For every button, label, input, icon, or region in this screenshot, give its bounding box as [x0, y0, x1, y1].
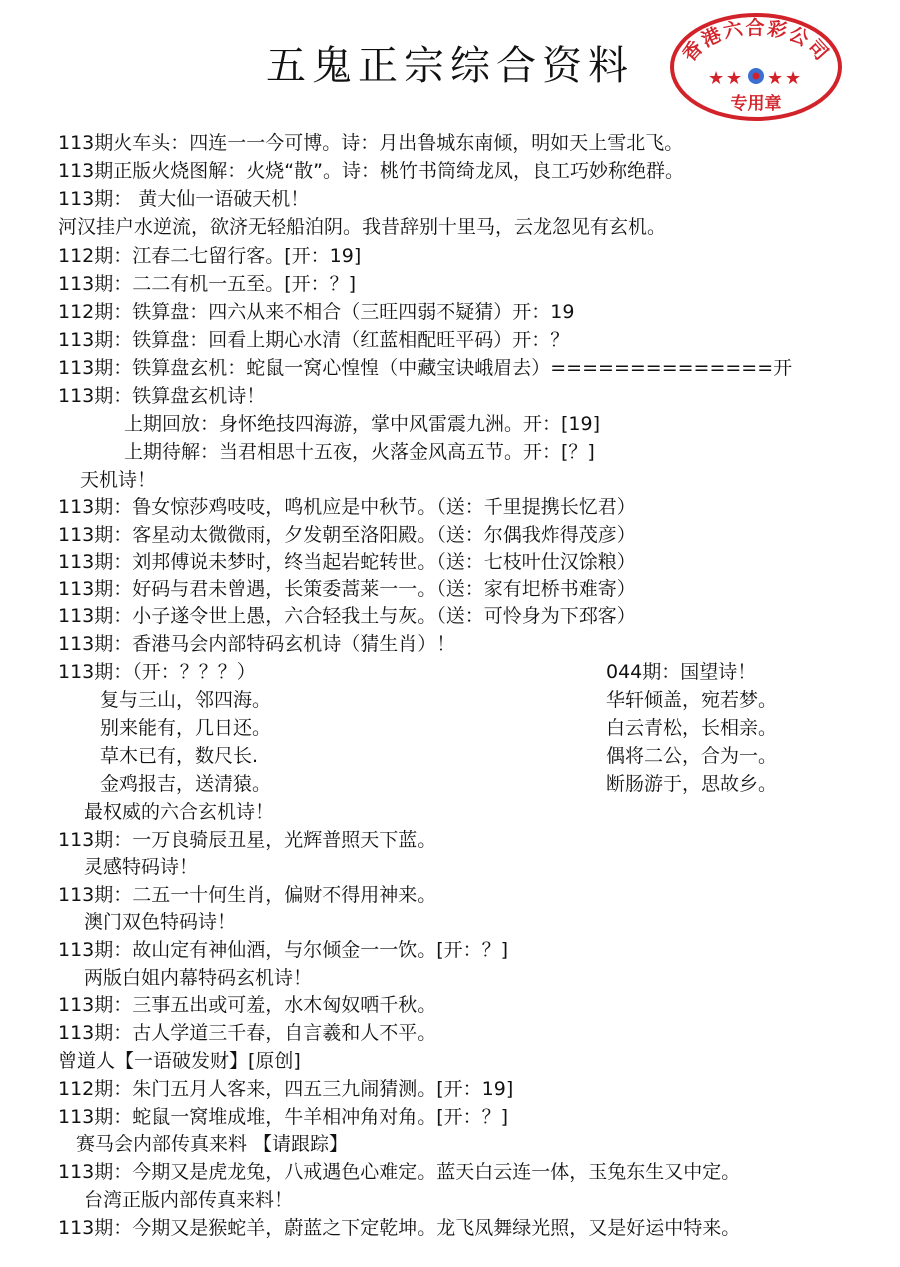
line-19: 113期：香港马会内部特码玄机诗（猜生肖）！ [58, 633, 456, 655]
side-poem-line-4: 断肠游于，思故乡。 [606, 773, 778, 795]
line-1: 113期火车头：四连一一今可博。诗：月出鲁城东南倾，明如天上雪北飞。 [58, 132, 684, 154]
line-6: 113期：二二有机一五至。[开：？] [58, 273, 357, 295]
side-poem-line-3: 偶将二公，合为一。 [606, 745, 778, 767]
line-16: 113期：刘邦傅说未梦时，终当起岩蛇转世。（送：七枝叶仕汉馀粮） [58, 551, 636, 573]
stamp-label: 专用章 [730, 94, 782, 114]
page-title: 五鬼正宗综合资料 [266, 43, 634, 89]
line-31: 两版白姐内幕特码玄机诗！ [84, 967, 313, 989]
line-34: 曾道人【一语破发财】[原创] [58, 1050, 301, 1072]
side-poem-header: 044期：国望诗！ [606, 661, 757, 683]
line-21: 复与三山，邻四海。 [100, 689, 272, 711]
svg-text:★: ★ [708, 68, 725, 89]
line-39: 台湾正版内部传真来料！ [84, 1189, 294, 1211]
line-36: 113期：蛇鼠一窝堆成堆，牛羊相冲角对角。[开：？] [58, 1106, 509, 1128]
line-9: 113期：铁算盘玄机：蛇鼠一窝心惶惶（中藏宝诀峨眉去）==============开 [58, 357, 793, 379]
line-2: 113期正版火烧图解：火烧“散”。诗：桃竹书筒绮龙凤，良工巧妙称绝群。 [58, 160, 684, 182]
line-38: 113期：今期又是虎龙兔，八戒遇色心难定。蓝天白云连一体，玉兔东生又中定。 [58, 1161, 741, 1183]
stamp-flower-icon [748, 68, 764, 84]
line-20: 113期：（开：？？？） [58, 661, 256, 683]
stamp-company-text: 香港六合彩公司 [678, 17, 834, 67]
svg-text:★: ★ [785, 68, 802, 89]
line-30: 113期：故山定有神仙酒，与尔倾金一一饮。[开：？] [58, 939, 509, 961]
line-10: 113期：铁算盘玄机诗！ [58, 385, 266, 407]
line-5: 112期：江春二七留行客。[开：19] [58, 245, 362, 267]
line-11: 上期回放：身怀绝技四海游，掌中风雷震九洲。开：[19] [124, 413, 601, 435]
svg-text:★: ★ [767, 68, 784, 89]
line-37: 赛马会内部传真来料 【请跟踪】 [76, 1133, 349, 1155]
line-14: 113期：鲁女惊莎鸡吱吱，鸣机应是中秋节。（送：千里提携长忆君） [58, 496, 636, 518]
line-18: 113期：小子遂令世上愚，六合轻我土与灰。（送：可怜身为下邳客） [58, 605, 636, 627]
line-7: 112期：铁算盘：四六从来不相合（三旺四弱不疑猜）开：19 [58, 301, 575, 323]
line-23: 草木已有，数尺长. [100, 745, 259, 767]
line-32: 113期：三事五出或可羞，水木匈奴哂千秋。 [58, 994, 437, 1016]
line-8: 113期：铁算盘：回看上期心水清（红蓝相配旺平码）开：？ [58, 329, 570, 351]
line-25: 最权威的六合玄机诗！ [84, 801, 275, 823]
line-17: 113期：好码与君未曾遇，长策委蒿莱一一。（送：家有圯桥书难寄） [58, 578, 636, 600]
side-poem-line-2: 白云青松，长相亲。 [606, 717, 778, 739]
line-27: 灵感特码诗！ [84, 856, 199, 878]
line-35: 112期：朱门五月人客来，四五三九闹猜测。[开：19] [58, 1078, 514, 1100]
line-29: 澳门双色特码诗！ [84, 911, 237, 933]
line-40: 113期：今期又是猴蛇羊，蔚蓝之下定乾坤。龙飞凤舞绿光照，又是好运中特来。 [58, 1217, 741, 1239]
line-26: 113期：一万良骑辰丑星，光辉普照天下蓝。 [58, 829, 437, 851]
line-33: 113期：古人学道三千春，自言羲和人不平。 [58, 1022, 437, 1044]
line-22: 别来能有，几日还。 [100, 717, 272, 739]
svg-text:★: ★ [726, 68, 743, 89]
company-seal-stamp [668, 12, 844, 122]
side-poem-line-1: 华轩倾盖，宛若梦。 [606, 689, 778, 711]
line-24: 金鸡报吉，送清猿。 [100, 773, 272, 795]
line-4: 河汉挂户水逆流，欲济无轻船泊阴。我昔辞别十里马，云龙忽见有玄机。 [58, 216, 667, 238]
line-15: 113期：客星动太微微雨，夕发朝至洛阳殿。（送：尔偶我炸得茂彦） [58, 524, 636, 546]
svg-text:香港六合彩公司 [678, 16, 834, 66]
line-13: 天机诗！ [80, 469, 157, 491]
line-12: 上期待解：当君相思十五夜，火落金风高五节。开：[？] [124, 441, 595, 463]
line-28: 113期：二五一十何生肖，偏财不得用神来。 [58, 884, 437, 906]
line-3: 113期： 黄大仙一语破天机！ [58, 188, 310, 210]
